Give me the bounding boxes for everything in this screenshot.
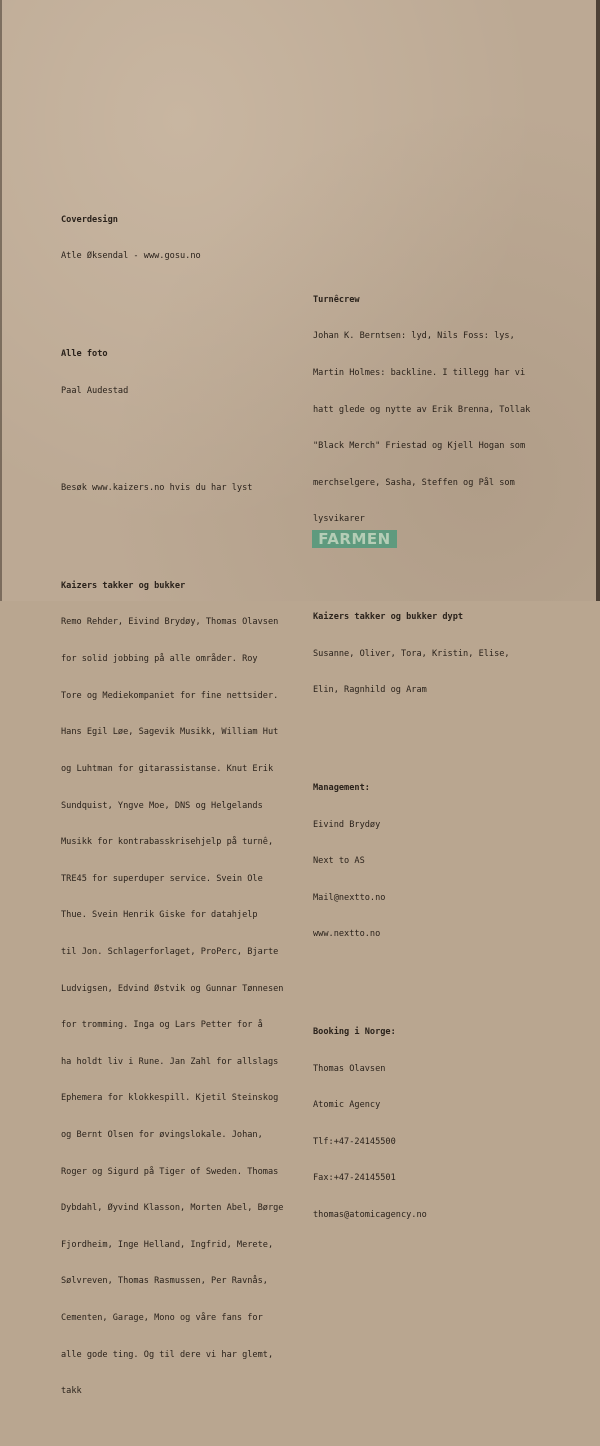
- thanks-line: Sølvreven, Thomas Rasmussen, Per Ravnås,: [61, 1276, 268, 1287]
- crew-line: Johan K. Berntsen: lyd, Nils Foss: lys,: [313, 331, 515, 342]
- crew-line: hatt glede og nytte av Erik Brenna, Tollak: [313, 404, 531, 415]
- cover-credit-block: [61, 189, 283, 287]
- thanks-line: og Luhtman for gitarassistanse. Knut Erik: [61, 763, 274, 774]
- farmen-logo: FARMEN: [312, 530, 397, 548]
- booking-line: Atomic Agency: [313, 1100, 381, 1111]
- crew-line: merchselgere, Sasha, Steffen og Pål som: [313, 477, 515, 488]
- left-column: [61, 165, 283, 1446]
- cover-heading: Coverdesign: [61, 214, 118, 225]
- booking-line: Thomas Olavsen: [313, 1063, 386, 1074]
- management-heading: Management:: [313, 782, 370, 793]
- cover-credit: Atle Øksendal - www.gosu.no: [61, 251, 201, 262]
- management-line: Next to AS: [313, 856, 365, 867]
- thanks-deep-block: [313, 587, 530, 721]
- booking-heading: Booking i Norge:: [313, 1026, 396, 1037]
- page-edge-right: [596, 0, 600, 601]
- right-column: [313, 245, 530, 1270]
- thanks-deep-line: Susanne, Oliver, Tora, Kristin, Elise,: [313, 648, 510, 659]
- crew-line: lysvikarer: [313, 514, 365, 525]
- page-edge-left: [0, 0, 2, 601]
- management-line: Eivind Brydøy: [313, 819, 381, 830]
- thanks-line: Ephemera for klokkespill. Kjetil Steinskog: [61, 1093, 279, 1104]
- booking-phone: Tlf:+47-24145500: [313, 1136, 396, 1147]
- booking-email[interactable]: thomas@atomicagency.no: [313, 1210, 427, 1220]
- visit-line: Besøk www.kaizers.no hvis du har lyst: [61, 483, 253, 494]
- thanks-block: [61, 555, 283, 1421]
- management-block: [313, 758, 530, 965]
- booking-block: [313, 1002, 530, 1246]
- management-website[interactable]: www.nextto.no: [313, 929, 381, 940]
- thanks-deep-line: Elin, Ragnhild og Aram: [313, 685, 427, 696]
- thanks-line: ha holdt liv i Rune. Jan Zahl for allslags: [61, 1056, 279, 1067]
- crew-line: "Black Merch" Friestad og Kjell Hogan som: [313, 441, 526, 452]
- thanks-line: Dybdahl, Øyvind Klasson, Morten Abel, Børge: [61, 1203, 284, 1214]
- thanks-line: Remo Rehder, Eivind Brydøy, Thomas Olavsen: [61, 617, 279, 628]
- thanks-line: Sundquist, Yngve Moe, DNS og Helgelands: [61, 800, 263, 811]
- thanks-line: Hans Egil Løe, Sagevik Musikk, William Hut: [61, 727, 279, 738]
- thanks-heading: Kaizers takker og bukker: [61, 580, 186, 591]
- thanks-line: og Bernt Olsen for øvingslokale. Johan,: [61, 1130, 263, 1140]
- booking-fax: Fax:+47-24145501: [313, 1173, 396, 1184]
- thanks-line: Thue. Svein Henrik Giske for datahjelp: [61, 910, 258, 921]
- thanks-deep-heading: Kaizers takker og bukker dypt: [313, 612, 464, 623]
- crew-block: [313, 269, 530, 550]
- thanks-line: Tore og Mediekompaniet for fine nettsider.: [61, 690, 279, 701]
- crew-heading: Turnêcrew: [313, 294, 360, 305]
- visit-block: [61, 458, 283, 519]
- photo-credit: Paal Audestad: [61, 385, 129, 396]
- management-email[interactable]: Mail@nextto.no: [313, 892, 386, 903]
- thanks-line: for tromming. Inga og Lars Petter for å: [61, 1020, 263, 1031]
- photo-credit-block: [61, 324, 283, 422]
- thanks-line: alle gode ting. Og til dere vi har glemt,: [61, 1349, 274, 1360]
- thanks-line: for solid jobbing på alle områder. Roy: [61, 654, 258, 665]
- photo-heading: Alle foto: [61, 349, 108, 360]
- thanks-line: til Jon. Schlagerforlaget, ProPerc, Bjarte: [61, 946, 279, 957]
- thanks-line: Roger og Sigurd på Tiger of Sweden. Thomas: [61, 1166, 279, 1177]
- thanks-line: Musikk for kontrabasskrisehjelp på turnê,: [61, 837, 274, 848]
- thanks-line: Fjordheim, Inge Helland, Ingfrid, Merete,: [61, 1239, 274, 1250]
- thanks-line: Ludvigsen, Edvind Østvik og Gunnar Tønnesen: [61, 983, 284, 994]
- thanks-line: TRE45 for superduper service. Svein Ole: [61, 873, 263, 884]
- crew-line: Martin Holmes: backline. I tillegg har vi: [313, 368, 526, 379]
- thanks-line: Cementen, Garage, Mono og våre fans for: [61, 1313, 263, 1324]
- thanks-line: takk: [61, 1386, 82, 1397]
